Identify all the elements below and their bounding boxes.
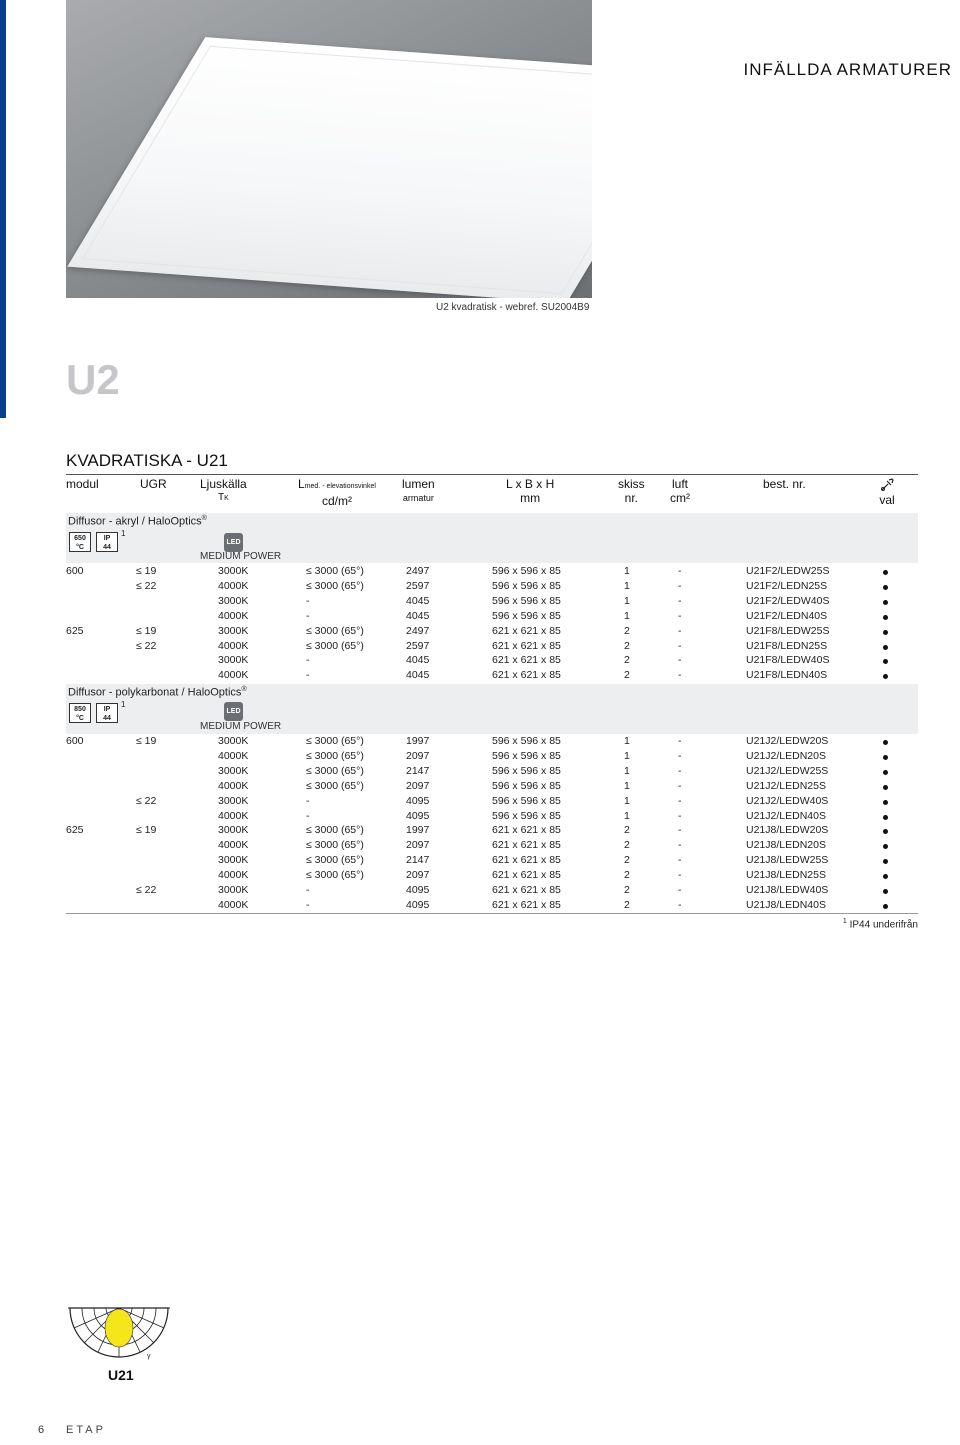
selection-dot [883,659,888,664]
cell-lmed: - [306,609,310,622]
cell-luft: - [678,898,682,911]
cell-dim: 621 x 621 x 85 [492,639,561,652]
cell-best: U21J8/LEDW20S [746,824,829,837]
cell-lmed: ≤ 3000 (65°) [306,824,364,837]
cell-tk: 3000K [218,764,249,777]
cell-best: U21F2/LEDN25S [746,579,828,592]
selection-dot [883,844,888,849]
cell-dim: 621 x 621 x 85 [492,824,561,837]
table-row [66,810,918,825]
cell-dim: 596 x 596 x 85 [492,594,561,607]
ceiling-panel-image [67,37,592,298]
table-row [66,884,918,899]
col-best-nr: best. nr. [763,477,806,491]
cell-skiss: 1 [624,779,630,792]
section-label-polykarbonat: Diffusor - polykarbonat / HaloOptics® [68,686,247,699]
badge-footnote-mark: 1 [121,529,126,538]
cell-luft: - [678,794,682,807]
cell-best: U21J2/LEDW25S [746,764,829,777]
cell-lmed: - [306,654,310,667]
cell-skiss: 1 [624,764,630,777]
cell-ugr: ≤ 22 [136,794,157,807]
cell-best: U21J8/LEDW25S [746,854,829,867]
cell-dim: 596 x 596 x 85 [492,749,561,762]
cell-lmed: ≤ 3000 (65°) [306,749,364,762]
cell-lumen: 2097 [406,839,430,852]
cell-tk: 3000K [218,884,249,896]
selection-dot [883,889,888,894]
cell-dim: 621 x 621 x 85 [492,839,561,852]
table-row [66,610,918,625]
selection-dot [883,740,888,745]
power-label: MEDIUM POWER [200,551,282,562]
table-row [66,750,918,765]
table-row [66,565,918,580]
cell-tk: 3000K [218,565,249,577]
table-row [66,625,918,640]
cell-lumen: 4045 [406,669,430,682]
col-val: val [879,477,895,507]
cell-lmed: - [306,898,310,911]
cell-tk: 4000K [218,749,249,762]
table-row [66,795,918,810]
table-row [66,640,918,655]
cell-lumen: 1997 [406,824,430,837]
sketch-name: U21 [108,1367,134,1383]
cell-best: U21J2/LEDW20S [746,735,829,747]
cell-skiss: 2 [624,669,630,682]
cell-lumen: 4095 [406,809,430,822]
cell-best: U21J2/LEDN20S [746,749,826,762]
cell-ugr: ≤ 19 [136,735,157,747]
cell-skiss: 1 [624,794,630,807]
cell-dim: 596 x 596 x 85 [492,565,561,577]
cell-lumen: 2497 [406,624,430,637]
table-row [66,669,918,684]
cell-dim: 596 x 596 x 85 [492,809,561,822]
cell-lumen: 4095 [406,794,430,807]
cell-lmed: ≤ 3000 (65°) [306,735,364,747]
cell-lumen: 2097 [406,749,430,762]
cell-skiss: 2 [624,869,630,882]
cell-skiss: 1 [624,579,630,592]
selection-dot [883,874,888,879]
cell-tk: 4000K [218,809,249,822]
cell-best: U21J8/LEDN20S [746,839,826,852]
cell-lmed: ≤ 3000 (65°) [306,624,364,637]
cell-tk: 3000K [218,854,249,867]
led-icon: LED [224,533,243,552]
cell-best: U21F8/LEDN40S [746,669,828,682]
image-caption: U2 kvadratisk - webref. SU2004B9 [436,302,590,313]
cell-modul: 600 [66,735,84,747]
cell-best: U21F8/LEDW40S [746,654,830,667]
cell-best: U21F8/LEDN25S [746,639,828,652]
table-bottom-rule [66,913,918,914]
led-icon: LED [224,702,243,721]
cell-lumen: 4045 [406,654,430,667]
cell-luft: - [678,654,682,667]
cell-dim: 596 x 596 x 85 [492,779,561,792]
selection-dot [883,615,888,620]
cell-lumen: 2097 [406,779,430,792]
cell-tk: 4000K [218,869,249,882]
cell-dim: 621 x 621 x 85 [492,884,561,896]
cell-lmed: - [306,794,310,807]
cell-lmed: ≤ 3000 (65°) [306,565,364,577]
cell-luft: - [678,764,682,777]
table-row [66,839,918,854]
col-modul: modul [66,477,99,491]
col-dimensions: L x B x H mm [506,477,555,505]
cell-ugr: ≤ 19 [136,565,157,577]
table-row [66,824,918,839]
cell-skiss: 2 [624,884,630,896]
selection-dot [883,770,888,775]
cell-best: U21J2/LEDN40S [746,809,826,822]
col-lmed: Lmed. - elevationsvinkel cd/m² [298,477,376,508]
cell-dim: 621 x 621 x 85 [492,869,561,882]
cell-skiss: 1 [624,809,630,822]
cell-lumen: 4045 [406,594,430,607]
cell-luft: - [678,594,682,607]
selection-dot [883,859,888,864]
cell-skiss: 1 [624,565,630,577]
selection-dot [883,829,888,834]
cell-lmed: ≤ 3000 (65°) [306,854,364,867]
cell-tk: 4000K [218,579,249,592]
cell-tk: 3000K [218,594,249,607]
cell-lmed: ≤ 3000 (65°) [306,764,364,777]
col-ugr: UGR [140,477,167,491]
cell-tk: 3000K [218,824,249,837]
cell-luft: - [678,824,682,837]
cell-tk: 3000K [218,794,249,807]
glow-wire-badge: 650 °C [69,532,91,552]
cell-skiss: 2 [624,854,630,867]
cell-tk: 3000K [218,735,249,747]
selection-dot [883,815,888,820]
cell-luft: - [678,869,682,882]
cell-skiss: 1 [624,749,630,762]
cell-luft: - [678,839,682,852]
cell-lumen: 4095 [406,884,430,896]
cell-dim: 596 x 596 x 85 [492,609,561,622]
selection-dot [883,585,888,590]
cell-luft: - [678,749,682,762]
ip-rating-badge: IP 44 [96,703,118,723]
product-photo [66,0,592,298]
ip-rating-badge: IP 44 [96,532,118,552]
table-row [66,735,918,750]
cell-best: U21J2/LEDN25S [746,779,826,792]
cell-luft: - [678,809,682,822]
footnote: $^1$ IP44 underifrån [842,918,918,931]
cell-skiss: 2 [624,839,630,852]
polar-diagram [68,1306,170,1368]
cell-tk: 4000K [218,898,249,911]
selection-dot [883,600,888,605]
cell-tk: 3000K [218,654,249,667]
cell-tk: 4000K [218,609,249,622]
cell-tk: 4000K [218,839,249,852]
cell-tk: 4000K [218,779,249,792]
cell-tk: 3000K [218,624,249,637]
selection-dot [883,645,888,650]
category-title: INFÄLLDA ARMATURER [743,60,952,79]
cell-lumen: 2097 [406,869,430,882]
cell-dim: 596 x 596 x 85 [492,579,561,592]
col-ljuskalla: Ljuskälla TK [200,477,247,503]
cell-ugr: ≤ 19 [136,824,157,837]
cell-luft: - [678,854,682,867]
cell-luft: - [678,624,682,637]
cell-skiss: 2 [624,624,630,637]
cell-skiss: 2 [624,654,630,667]
accent-bar [0,0,6,418]
cell-dim: 621 x 621 x 85 [492,854,561,867]
cell-best: U21F2/LEDW40S [746,594,830,607]
cell-lumen: 2497 [406,565,430,577]
cell-best: U21J2/LEDW40S [746,794,829,807]
cell-lmed: - [306,594,310,607]
cell-luft: - [678,884,682,896]
cell-lmed: - [306,669,310,682]
cell-modul: 625 [66,624,84,637]
cell-lumen: 4095 [406,898,430,911]
product-title: U2 [66,356,120,403]
selection-dot [883,800,888,805]
cell-luft: - [678,669,682,682]
cell-dim: 596 x 596 x 85 [492,735,561,747]
cell-lmed: ≤ 3000 (65°) [306,639,364,652]
cell-best: U21J8/LEDW40S [746,884,829,896]
table-row [66,780,918,795]
cell-ugr: ≤ 22 [136,639,157,652]
cell-lmed: - [306,809,310,822]
cell-lmed: ≤ 3000 (65°) [306,579,364,592]
col-skiss: skiss nr. [618,477,645,505]
cell-best: U21J8/LEDN40S [746,898,826,911]
cell-modul: 625 [66,824,84,837]
table-row [66,595,918,610]
table-row [66,580,918,595]
cell-luft: - [678,579,682,592]
cell-lumen: 2597 [406,639,430,652]
selection-dot [883,570,888,575]
cell-best: U21J8/LEDN25S [746,869,826,882]
cell-dim: 621 x 621 x 85 [492,624,561,637]
header-rule [66,474,918,475]
cell-lumen: 2597 [406,579,430,592]
selection-dot [883,755,888,760]
table-row [66,765,918,780]
cell-luft: - [678,639,682,652]
table-row [66,854,918,869]
selection-dot [883,674,888,679]
cell-skiss: 2 [624,639,630,652]
brand-name: ETAP [66,1424,106,1436]
page-number: 6 [38,1424,45,1436]
cell-dim: 596 x 596 x 85 [492,794,561,807]
luminous-intensity-curve [105,1309,133,1347]
col-luft: luft cm² [670,477,690,505]
cell-lumen: 2147 [406,764,430,777]
cell-luft: - [678,609,682,622]
cell-dim: 621 x 621 x 85 [492,669,561,682]
light-distribution-sketch [68,1306,170,1368]
cell-skiss: 2 [624,824,630,837]
cell-best: U21F2/LEDN40S [746,609,828,622]
section-label-akryl: Diffusor - akryl / HaloOptics® [68,515,207,528]
cell-tk: 4000K [218,669,249,682]
table-row [66,899,918,914]
cell-lumen: 2147 [406,854,430,867]
selection-dot [883,630,888,635]
cell-lmed: - [306,884,310,896]
cell-lmed: ≤ 3000 (65°) [306,869,364,882]
cell-skiss: 2 [624,898,630,911]
cell-ugr: ≤ 19 [136,624,157,637]
cell-best: U21F8/LEDW25S [746,624,830,637]
angle-label: γ [147,1353,151,1360]
cell-luft: - [678,565,682,577]
family-title: KVADRATISKA - U21 [66,451,228,470]
cell-lumen: 4045 [406,609,430,622]
cell-skiss: 1 [624,735,630,747]
cell-dim: 621 x 621 x 85 [492,898,561,911]
cell-modul: 600 [66,565,84,577]
cell-lmed: ≤ 3000 (65°) [306,839,364,852]
selection-dot [883,904,888,909]
tool-icon [879,477,895,493]
selection-dot [883,785,888,790]
badge-footnote-mark: 1 [121,700,126,709]
cell-luft: - [678,779,682,792]
cell-lumen: 1997 [406,735,430,747]
glow-wire-badge: 850 °C [69,703,91,723]
cell-lmed: ≤ 3000 (65°) [306,779,364,792]
cell-ugr: ≤ 22 [136,579,157,592]
table-row [66,869,918,884]
col-lumen: lumen armatur [402,477,435,503]
cell-best: U21F2/LEDW25S [746,565,830,577]
cell-dim: 596 x 596 x 85 [492,764,561,777]
power-label: MEDIUM POWER [200,721,282,732]
cell-skiss: 1 [624,594,630,607]
cell-luft: - [678,735,682,747]
cell-tk: 4000K [218,639,249,652]
table-row [66,654,918,669]
cell-dim: 621 x 621 x 85 [492,654,561,667]
cell-ugr: ≤ 22 [136,884,157,896]
cell-skiss: 1 [624,609,630,622]
